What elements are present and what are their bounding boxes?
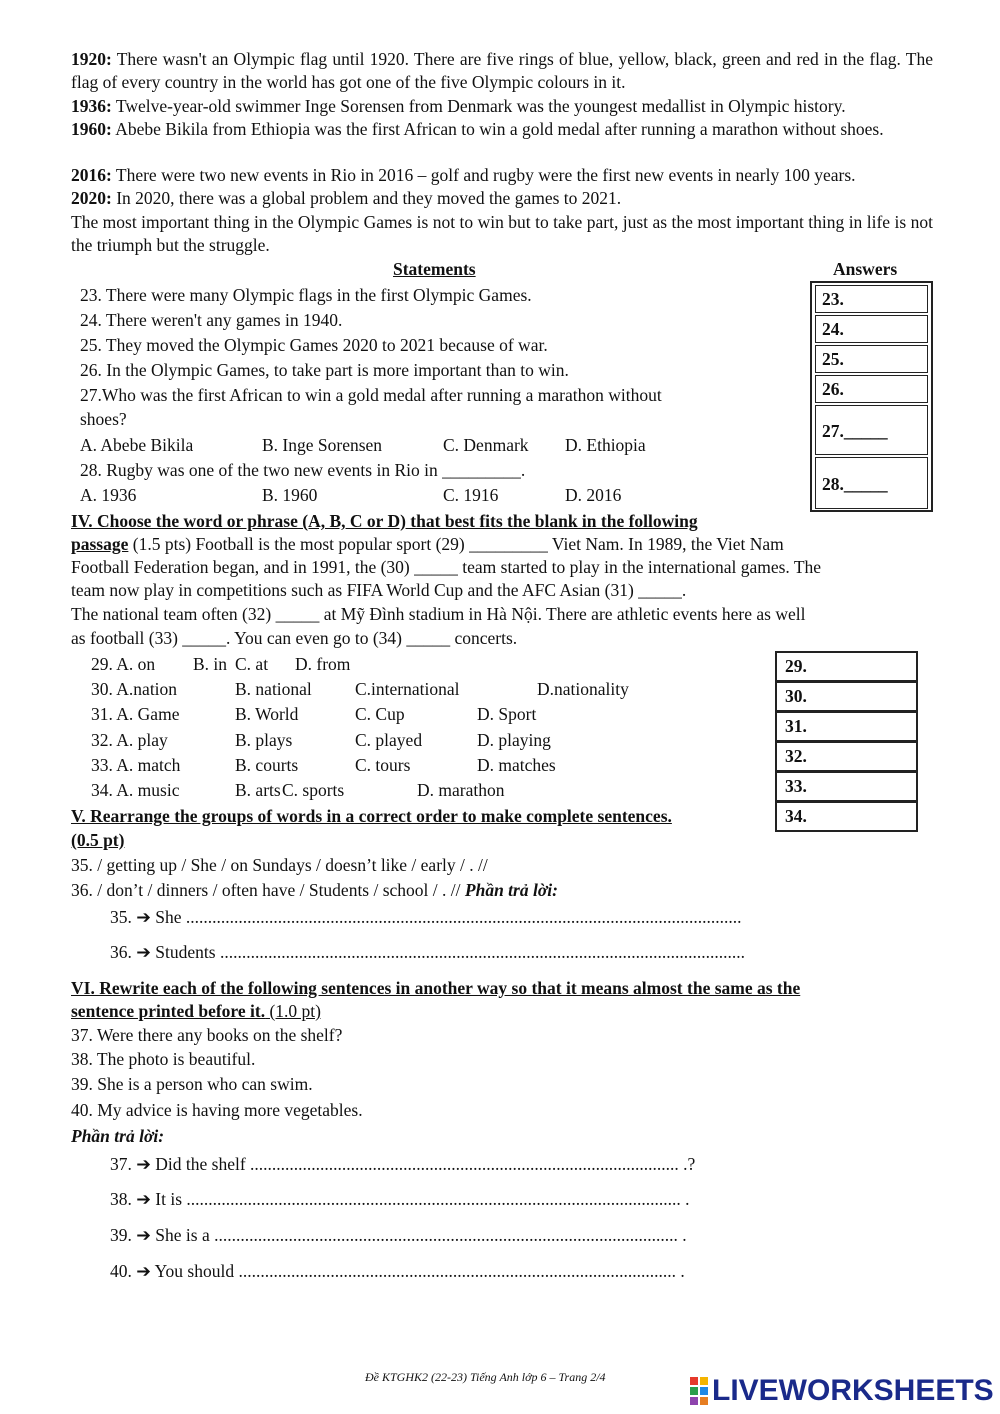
q34-option-a: 34. A. music <box>91 780 180 800</box>
q29-option-d: D. from <box>295 654 351 674</box>
answers-header: Answers <box>833 259 898 279</box>
q31-option-b: B. World <box>235 704 299 724</box>
q28-option-d: D. 2016 <box>565 485 622 505</box>
history-1936: 1936: Twelve-year-old swimmer Inge Sorensen from Denmark was the youngest medallist in Olympic history. <box>71 96 846 116</box>
question-40: 40. My advice is having more vegetables. <box>71 1100 363 1120</box>
answer-28[interactable]: 28._____ <box>815 457 928 509</box>
page-footer: Đề KTGHK2 (22-23) Tiếng Anh lớp 6 – Trang 2/4 <box>365 1370 606 1384</box>
q29-option-c: C. at <box>235 654 269 674</box>
question-27: 27.Who was the first African to win a gold medal after running a marathon without <box>80 385 662 405</box>
question-38: 38. The photo is beautiful. <box>71 1049 256 1069</box>
liveworksheets-logo-icon <box>690 1377 708 1405</box>
question-36: 36. / don’t / dinners / often have / Students / school / . // Phần trả lời: <box>71 880 558 900</box>
q27-option-b: B. Inge Sorensen <box>262 435 383 455</box>
q34-option-d: D. marathon <box>417 780 505 800</box>
q30-option-c: C.international <box>355 679 460 699</box>
q32-option-a: 32. A. play <box>91 730 168 750</box>
q34-option-c: C. sports <box>282 780 345 800</box>
answer-24[interactable]: 24. <box>815 315 928 343</box>
history-1960: 1960: Abebe Bikila from Ethiopia was the first African to win a gold medal after running a marathon without shoes. <box>71 119 884 139</box>
q28-option-b: B. 1960 <box>262 485 318 505</box>
section-4-passage-3: team now play in competitions such as FIFA World Cup and the AFC Asian (31) _____. <box>71 580 687 600</box>
q30-option-b: B. national <box>235 679 312 699</box>
q29-option-a: 29. A. on <box>91 654 156 674</box>
statements-header: Statements <box>393 259 476 279</box>
q29-option-b: B. in <box>193 654 228 674</box>
section-4-title: IV. Choose the word or phrase (A, B, C or D) that best fits the blank in the following <box>71 511 698 531</box>
section-4-passage-4: The national team often (32) _____ at Mỹ Đình stadium in Hà Nội. There are athletic events here as well <box>71 604 806 624</box>
answer-27[interactable]: 27._____ <box>815 405 928 455</box>
answer-33[interactable]: 33. <box>775 771 918 802</box>
q34-option-b: B. arts <box>235 780 281 800</box>
answer-26[interactable]: 26. <box>815 375 928 403</box>
answer-23[interactable]: 23. <box>815 285 928 313</box>
answer-32[interactable]: 32. <box>775 741 918 772</box>
statement-23: 23. There were many Olympic flags in the first Olympic Games. <box>80 285 532 305</box>
answer-25[interactable]: 25. <box>815 345 928 373</box>
answer-40-line[interactable]: 40. ➔ You should .................................................................................................... . <box>110 1261 685 1281</box>
answer-30[interactable]: 30. <box>775 681 918 712</box>
q31-option-d: D. Sport <box>477 704 537 724</box>
question-35: 35. / getting up / She / on Sundays / doesn’t like / early / . // <box>71 855 488 875</box>
q27-option-c: C. Denmark <box>443 435 529 455</box>
section-5-points: (0.5 pt) <box>71 830 125 850</box>
answer-34[interactable]: 34. <box>775 801 918 832</box>
q32-option-c: C. played <box>355 730 423 750</box>
answer-29[interactable]: 29. <box>775 651 918 682</box>
q27-option-a: A. Abebe Bikila <box>80 435 194 455</box>
q30-option-d: D.nationality <box>537 679 629 699</box>
q32-option-d: D. playing <box>477 730 551 750</box>
history-2016: 2016: There were two new events in Rio in 2016 – golf and rugby were the first new events in nearly 100 years. <box>71 165 856 185</box>
section-6-title: VI. Rewrite each of the following sentences in another way so that it means almost the same as the <box>71 978 801 998</box>
section-5-title: V. Rearrange the groups of words in a correct order to make complete sentences. <box>71 806 672 826</box>
q33-option-d: D. matches <box>477 755 556 775</box>
q28-option-c: C. 1916 <box>443 485 499 505</box>
question-37: 37. Were there any books on the shelf? <box>71 1025 343 1045</box>
history-1920: 1920: There wasn't an Olympic flag until 1920. There are five rings of blue, yellow, black, green and red in the flag. The flag of every country in the world has got one of the five Olympic colours in it. <box>71 49 933 92</box>
answer-31[interactable]: 31. <box>775 711 918 742</box>
answer-38-line[interactable]: 38. ➔ It is ................................................................................................................. . <box>110 1189 690 1209</box>
q28-option-a: A. 1936 <box>80 485 137 505</box>
statement-24: 24. There weren't any games in 1940. <box>80 310 343 330</box>
q33-option-a: 33. A. match <box>91 755 181 775</box>
answer-39-line[interactable]: 39. ➔ She is a .......................................................................................................... . <box>110 1225 687 1245</box>
history-2020: 2020: In 2020, there was a global problem and they moved the games to 2021. <box>71 188 622 208</box>
question-28: 28. Rugby was one of the two new events in Rio in _________. <box>80 460 526 480</box>
section-4-passage-2: Football Federation began, and in 1991, the (30) _____ team started to play in the international games. The <box>71 557 822 577</box>
section-4-passage-5: as football (33) _____. You can even go to (34) _____ concerts. <box>71 628 518 648</box>
q31-option-a: 31. A. Game <box>91 704 180 724</box>
history-closing: The most important thing in the Olympic Games is not to win but to take part, just as the most important thing in life is not the triumph but the struggle. <box>71 212 933 255</box>
statement-25: 25. They moved the Olympic Games 2020 to 2021 because of war. <box>80 335 548 355</box>
answer-37-line[interactable]: 37. ➔ Did the shelf .................................................................................................. .? <box>110 1154 696 1174</box>
q33-option-c: C. tours <box>355 755 411 775</box>
answer-36-line[interactable]: 36. ➔ Students ........................................................................................................................ <box>110 942 745 962</box>
q31-option-c: C. Cup <box>355 704 405 724</box>
q30-option-a: 30. A.nation <box>91 679 178 699</box>
question-39: 39. She is a person who can swim. <box>71 1074 313 1094</box>
answer-35-line[interactable]: 35. ➔ She ............................................................................................................................... <box>110 907 742 927</box>
section-6-answer-label: Phần trả lời: <box>71 1126 165 1146</box>
q33-option-b: B. courts <box>235 755 299 775</box>
answers-box-23-28 <box>810 281 933 512</box>
section-6-title-2: sentence printed before it. (1.0 pt) <box>71 1001 321 1021</box>
question-27-cont: shoes? <box>80 409 127 429</box>
statement-26: 26. In the Olympic Games, to take part is more important than to win. <box>80 360 569 380</box>
section-4-passage-1: passage (1.5 pts) Football is the most popular sport (29) _________ Viet Nam. In 1989, the Viet Nam <box>71 534 784 554</box>
q27-option-d: D. Ethiopia <box>565 435 646 455</box>
liveworksheets-logo: LIVEWORKSHEETS <box>712 1374 994 1407</box>
q32-option-b: B. plays <box>235 730 293 750</box>
